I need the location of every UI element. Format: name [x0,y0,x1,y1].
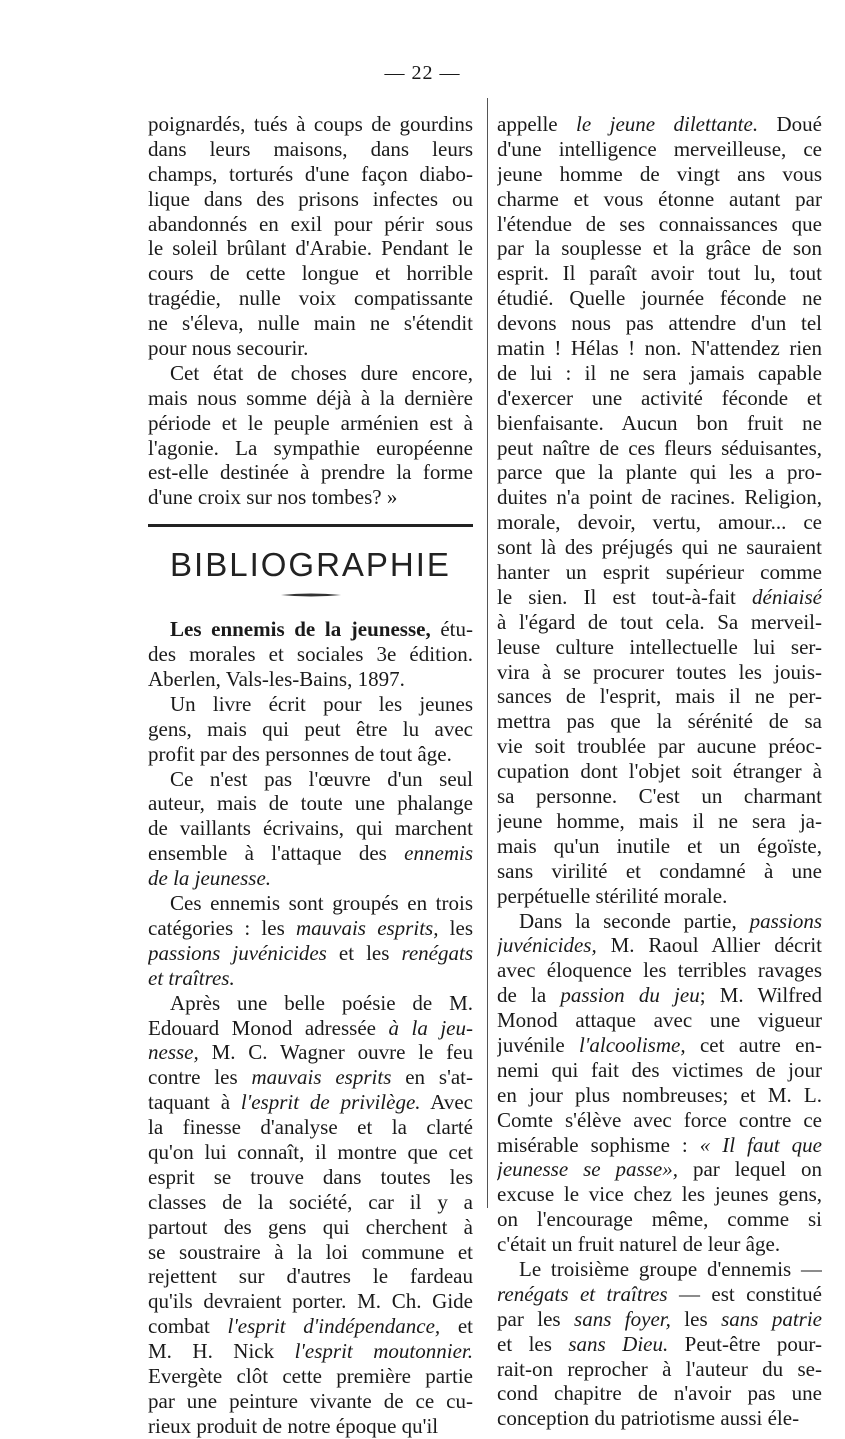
text-line [148,742,473,767]
paragraph [497,112,822,909]
italic-text: l'esprit moutonnier. [294,1339,473,1364]
text-run: Le troisième groupe d'ennemis — [519,1256,822,1281]
text-run: cours de cette longue et horrible [148,261,473,286]
text-run: esprit se trouve dans toutes les [148,1164,473,1189]
text-line [148,236,473,261]
text-run: jeune homme, mais il ne sera ja- [497,808,822,833]
text-line [497,709,822,734]
text-line [148,1264,473,1289]
text-run: jeune homme de vingt ans vous [497,161,822,186]
text-run: taquant à [148,1090,241,1115]
text-run: c'était un fruit naturel de leur âge. [497,1232,781,1257]
text-line [148,112,473,137]
text-run: étu- [430,617,473,642]
text-line [497,734,822,759]
text-run: sa personne. C'est un charmant [497,784,822,809]
text-line [497,1008,822,1033]
text-line [148,1215,473,1240]
text-line [497,1406,822,1431]
italic-text: nesse, [148,1040,199,1065]
text-line [497,884,822,909]
text-line [497,361,822,386]
text-run: Edouard Monod adressée [148,1015,389,1040]
text-line [497,1182,822,1207]
text-run: Evergète clôt cette première partie [148,1363,473,1388]
text-line [148,1065,473,1090]
text-line [497,660,822,685]
left-column [148,112,473,1439]
text-run: mais nous somme déjà à la dernière [148,385,473,410]
text-run: à l'égard de tout cela. Sa merveil- [497,609,822,634]
text-run: mettra pas que la sérénité de sa [497,709,822,734]
text-run: ensemble à l'attaque des [148,841,405,866]
text-run: mais qu'un inutile et un égoïste, [497,833,822,858]
text-run: les [438,915,473,940]
text-run: classes de la société, car il y a [148,1189,473,1214]
text-line [497,336,822,361]
section-divider [148,524,473,527]
text-run: pour nous secourir. [148,336,309,361]
text-line [148,941,473,966]
italic-text: et traîtres. [148,965,235,990]
page-number: — 22 — [384,62,461,84]
text-line [497,187,822,212]
text-run: Avec [420,1090,473,1115]
italic-text: le jeune dilettante. [576,112,759,136]
text-line [148,386,473,411]
text-line [497,784,822,809]
text-line [148,286,473,311]
paragraph [148,891,473,991]
text-run: l'agonie. La sympathie européenne [148,435,473,460]
italic-text: passions juvénicides [148,940,327,965]
text-run: nemi qui fait des victimes de jour [497,1057,822,1082]
italic-text: l'esprit de privilège. [240,1090,421,1115]
text-line [497,1058,822,1083]
italic-text: de la jeunesse. [148,866,272,891]
text-line [148,1115,473,1140]
text-run: appelle [497,112,577,136]
text-line [148,137,473,162]
text-run: est-elle destinée à prendre la forme [148,460,473,485]
paragraph [497,1257,822,1431]
text-line [148,1165,473,1190]
text-run: ne s'éleva, nulle main ne s'étendit [148,311,473,336]
text-run: conception du patriotisme aussi éle- [497,1406,800,1431]
text-line [148,991,473,1016]
italic-text: sans patrie [721,1306,822,1331]
text-line [148,617,473,642]
text-run: le sien. Il est tout-à-fait [497,584,753,609]
italic-text: passions [749,908,822,933]
text-run: dans leurs maisons, dans leurs [148,136,473,161]
text-line [148,1339,473,1364]
text-run: leuse culture intellectuelle lui ser- [497,634,822,659]
text-line [497,1357,822,1382]
text-run: devons nous pas attendre d'un tel [497,311,822,336]
text-line [497,236,822,261]
text-line [497,909,822,934]
italic-text: passion du jeu [560,983,700,1008]
text-run: M. C. Wagner ouvre le feu [198,1040,473,1065]
text-run: vie soit troublée par aucune préoc- [497,734,822,759]
text-line [497,859,822,884]
text-line [497,386,822,411]
italic-text: mauvais esprits, [295,915,439,940]
text-run: cet autre en- [685,1032,822,1057]
text-line [497,635,822,660]
text-run: matin ! Hélas ! non. N'attendez rien [497,336,822,361]
text-run: période et le peuple arménien est à [148,410,473,435]
text-run: d'une intelligence merveilleuse, ce [497,136,822,161]
text-line [497,1282,822,1307]
text-run: par lequel on [677,1157,822,1182]
text-line [148,1414,473,1439]
section-title: BIBLIOGRAPHIE [170,546,451,584]
text-run: gens, mais qui peut être lu avec [148,716,473,741]
text-line [148,966,473,991]
text-run: en jour plus nombreuses; et M. L. [497,1082,822,1107]
right-column [497,112,822,1431]
text-run: lique dans des prisons infectes ou [148,186,473,211]
text-run: combat [148,1314,228,1339]
text-line [148,436,473,461]
text-run: Ces ennemis sont groupés en trois [170,891,473,916]
text-run: Peut-être pour- [668,1331,822,1356]
text-line [148,1040,473,1065]
italic-text: l'esprit d'indépendance, [227,1314,441,1339]
italic-text: sans foyer, [574,1306,671,1331]
text-run: hanter un esprit supérieur comme [497,560,822,585]
text-line [497,1207,822,1232]
text-line [148,162,473,187]
text-line [497,1307,822,1332]
italic-text: juvénicides, [497,933,597,958]
text-run: rejettent sur d'autres le fardeau [148,1264,473,1289]
text-line [148,311,473,336]
text-line [497,112,822,137]
text-run: M. H. Nick [148,1339,295,1364]
text-line [497,585,822,610]
text-line [497,162,822,187]
text-run: des morales et sociales 3e édition. [148,642,473,667]
paragraph [148,692,473,767]
text-run: Comte s'élève avec force contre ce [497,1107,822,1132]
text-line [497,610,822,635]
text-run: charme et vous étonne autant par [497,186,822,211]
text-line [497,834,822,859]
text-run: par les [497,1306,575,1331]
text-line [148,866,473,891]
text-run: et les [497,1331,569,1356]
text-line [148,891,473,916]
text-run: rieux produit de notre époque qu'il [148,1413,439,1438]
ornament-icon [281,593,341,597]
text-run: partout des gens qui cherchent à [148,1214,473,1239]
paragraph [497,909,822,1257]
text-run: champs, torturés d'une façon diabo- [148,161,473,186]
text-line [148,187,473,212]
paragraph [148,361,473,510]
text-run: sans virilité et condamné à une [497,858,822,883]
text-line [497,933,822,958]
text-run: morale, devoir, vertu, amour... ce [497,510,822,535]
text-line [148,212,473,237]
text-line [148,1016,473,1041]
text-line [497,1257,822,1282]
text-run: on l'encourage même, comme si [497,1207,822,1232]
text-line [497,1157,822,1182]
text-line [497,1033,822,1058]
text-run: la finesse d'analyse et la clarté [148,1115,473,1140]
text-line [148,1190,473,1215]
text-run: Ce n'est pas l'œuvre d'un seul [170,766,473,791]
text-run: contre les [148,1065,252,1090]
text-run: et les [326,940,402,965]
text-line [148,1314,473,1339]
text-line [148,642,473,667]
text-line [497,809,822,834]
text-run: de lui : il ne sera jamais capable [497,360,822,385]
text-run: bienfaisante. Aucun bon fruit ne [497,410,822,435]
text-run: cupation dont l'objet soit étranger à [497,759,822,784]
text-line [497,286,822,311]
text-line [497,411,822,436]
text-line [148,1389,473,1414]
text-run: sances de l'esprit, mais il ne per- [497,684,822,709]
text-line [148,791,473,816]
continued-text [497,112,822,1431]
text-run: excuse le vice chez les jeunes gens, [497,1182,822,1207]
text-line [497,261,822,286]
italic-text: renégats [401,940,473,965]
italic-text: déniaisé [752,584,822,609]
text-run: de la [497,983,561,1008]
italic-text: jeunesse se passe», [497,1157,678,1182]
italic-text: mauvais esprits [251,1065,392,1090]
italic-text: « Il faut que [699,1132,822,1157]
italic-text: l'alcoolisme, [579,1032,686,1057]
text-line [497,510,822,535]
text-line [497,1083,822,1108]
text-line [497,1133,822,1158]
paragraph [148,617,473,692]
text-run: abandonnés en exil pour périr sous [148,211,473,236]
text-run: les [670,1306,722,1331]
text-run: de vaillants écrivains, qui marchent [148,816,473,841]
text-run: Aberlen, Vals-les-Bains, 1897. [148,667,405,692]
text-line [497,485,822,510]
text-run: profit par des personnes de tout âge. [148,741,452,766]
text-run: avec éloquence les terribles ravages [497,958,822,983]
text-run: Monod attaque avec une vigueur [497,1008,822,1033]
text-run: catégories : les [148,915,296,940]
text-run: Après une belle poésie de M. [170,990,473,1015]
text-line [497,560,822,585]
text-line [497,137,822,162]
text-run: d'exercer une activité féconde et [497,385,822,410]
text-run: qu'ils devraient porter. M. Ch. Gide [148,1289,473,1314]
text-run: en s'at- [391,1065,473,1090]
text-line [148,667,473,692]
text-run: juvénile [497,1032,580,1057]
text-line [497,436,822,461]
text-line [148,261,473,286]
text-line [148,411,473,436]
text-run: rait-on reprocher à l'auteur du se- [497,1356,822,1381]
text-run: Dans la seconde partie, [519,908,750,933]
text-run: sont là des préjugés qui ne sauraient [497,535,822,560]
text-line [148,841,473,866]
text-run: qu'on lui connaît, il montre que cet [148,1139,473,1164]
text-run: Cet état de choses dure encore, [170,360,473,385]
column-divider [487,98,488,1208]
text-line [148,1364,473,1389]
text-line [497,1381,822,1406]
text-line [148,460,473,485]
paragraph [148,991,473,1439]
text-line [497,460,822,485]
text-line [148,1240,473,1265]
text-line [497,1332,822,1357]
italic-text: à la jeu- [388,1015,473,1040]
bibliography-text [148,617,473,1438]
text-line [497,1108,822,1133]
text-run: l'étendue de ses connaissances que [497,211,822,236]
text-line [148,816,473,841]
paragraph [148,112,473,361]
text-run: auteur, mais de toute une phalange [148,791,473,816]
bold-text: Les ennemis de la jeunesse, [170,617,431,642]
text-line [148,767,473,792]
text-run: poignardés, tués à coups de gourdins [148,112,473,136]
text-line [148,1289,473,1314]
text-line [148,692,473,717]
text-run: se soustraire à la loi commune et [148,1239,473,1264]
text-run: par une peinture vivante de ce cu- [148,1388,473,1413]
text-run: M. Raoul Allier décrit [596,933,822,958]
text-line [497,684,822,709]
paragraph [148,767,473,891]
text-run: peut naître de ces fleurs séduisantes, [497,435,822,460]
intro-text [148,112,473,510]
text-line [148,361,473,386]
text-line [497,311,822,336]
text-run: parce que la plante qui les a pro- [497,460,822,485]
text-run: Doué [758,112,822,136]
text-run: tragédie, nulle voix compatissante [148,286,473,311]
text-line [148,1090,473,1115]
text-line [497,958,822,983]
italic-text: ennemis [404,841,473,866]
text-line [148,336,473,361]
italic-text: renégats et traîtres [497,1281,668,1306]
text-run: perpétuelle stérilité morale. [497,883,728,908]
text-run: étudié. Quelle journée féconde ne [497,286,822,311]
text-run: par la souplesse et la grâce de son [497,236,822,261]
text-line [497,212,822,237]
text-run: Un livre écrit pour les jeunes [170,691,473,716]
text-run: ; M. Wilfred [699,983,822,1008]
text-line [148,916,473,941]
text-run: cond chapitre de n'avoir pas une [497,1381,822,1406]
text-line [497,759,822,784]
text-run: le soleil brûlant d'Arabie. Pendant le [148,236,473,261]
text-run: d'une croix sur nos tombes? » [148,485,398,510]
text-run: — est constitué [667,1281,822,1306]
text-run: vira à se procurer toutes les jouis- [497,659,822,684]
text-run: duites n'a point de racines. Religion, [497,485,822,510]
text-line [148,717,473,742]
text-line [497,983,822,1008]
text-run: et [440,1314,473,1339]
text-line [148,1140,473,1165]
text-run: misérable sophisme : [497,1132,700,1157]
text-run: esprit. Il paraît avoir tout lu, tout [497,261,822,286]
italic-text: sans Dieu. [568,1331,669,1356]
text-line [497,535,822,560]
text-line [148,485,473,510]
